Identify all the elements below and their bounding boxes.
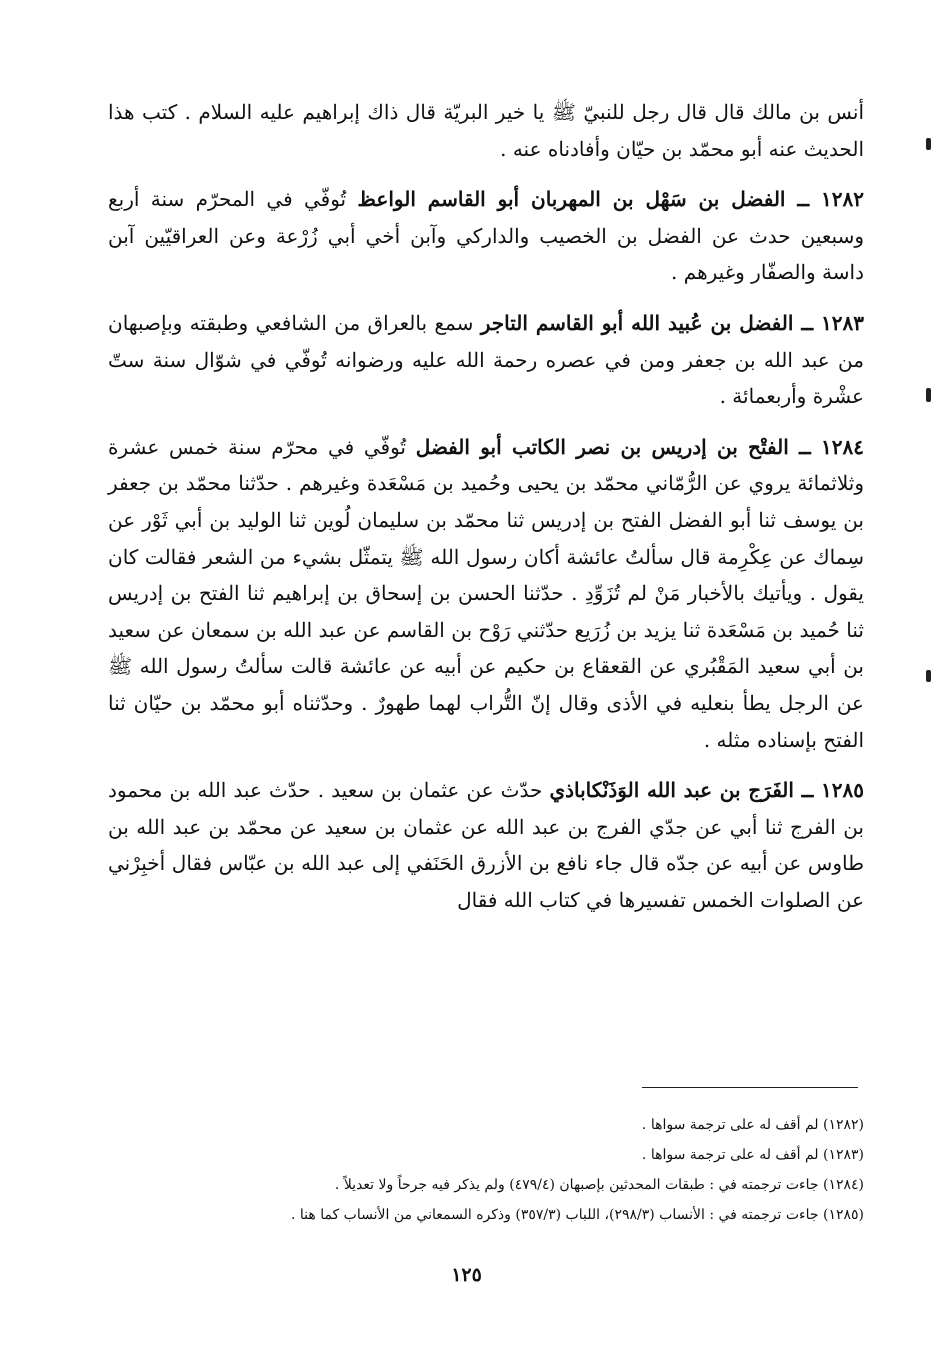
paragraph-continuation: أنس بن مالك قال قال رجل للنبيّ ﷺ يا خير البريّة قال ذاك إبراهيم عليه السلام . كتب هذا الحديث عنه أبو محمّد بن حيّان وأفادناه عنه .: [108, 100, 864, 161]
page-number: ١٢٥: [451, 1264, 482, 1286]
entry-1285-heading: ١٢٨٥ ــ الفَرَج بن عبد الله الوَذَنْكاباذي: [549, 778, 865, 803]
entry-1282-heading: ١٢٨٢ ــ الفضل بن سَهْل بن المهربان أبو القاسم الواعظ: [357, 187, 864, 212]
footnotes: [108, 1110, 864, 1230]
entry-1284-heading: ١٢٨٤ ــ الفتْح بن إدريس بن نصر الكاتب أبو الفضل: [415, 434, 865, 459]
footnote-separator: [642, 1087, 858, 1088]
scan-margin-mark: [926, 388, 931, 402]
entry-1284: [108, 429, 864, 758]
entry-1282-text: تُوفّي في المحرّم سنة أربع وسبعين حدث عن الفضل بن الخصيب والداركي وآبن أخي أبي زُرْعة وعن العراقيّين آبن داسة والصفّار وغيرهم .: [108, 187, 864, 285]
footnote-1282: (١٢٨٢) لم أقف له على ترجمة سواها .: [641, 1117, 864, 1133]
footnote-1285: (١٢٨٥) جاءت ترجمته في : الأنساب (٢٩٨/٣)، اللباب (٣٥٧/٣) وذكره السمعاني من الأنساب كما هنا .: [290, 1207, 864, 1223]
entry-1283: [108, 305, 864, 415]
scan-margin-mark: [926, 670, 931, 682]
main-text: [108, 94, 864, 918]
entry-1282: [108, 181, 864, 291]
entry-1284-text: تُوفّي في محرّم سنة خمس عشرة وثلاثمائة يروي عن الرُّمّاني محمّد بن يحيى وحُميد بن مَسْعَدة وغيرهم . حدّثنا محمّد بن جعفر بن يوسف ثنا أبو الفضل الفتح بن إدريس ثنا محمّد بن سليمان لُوين ثنا الوليد بن أبي ثَوْر عن سِماك عن عِكْرِمة قال سألتُ عائشة أكان رسول الله ﷺ يتمثّل بشيء من الشعر فقالت كان يقول . ويأتيك بالأخبار مَنْ لم تُزَوِّدِ . حدّثنا الحسن بن إسحاق بن إبراهيم ثنا الفتح بن إدريس ثنا حُميد بن مَسْعَدة ثنا يزيد بن زُرَيع حدّثني رَوْح بن القاسم عن عبد الله بن سمعان عن سعيد بن أبي سعيد المَقْبُري عن القعقاع بن حكيم عن أبيه عن عائشة قالت سألتُ رسول الله ﷺ عن الرجل يطأ بنعليه في الأذى وقال إنّ التُّراب لهما طهورٌ . وحدّثناه أبو محمّد بن حيّان ثنا الفتح بإسناده مثله .: [108, 434, 864, 752]
footnote-1284: (١٢٨٤) جاءت ترجمته في : طبقات المحدثين بإصبهان (٤٧٩/٤) ولم يذكر فيه جرحاً ولا تعديلاً .: [334, 1177, 864, 1193]
footnote-1283: (١٢٨٣) لم أقف له على ترجمة سواها .: [641, 1147, 864, 1163]
entry-1283-text: سمع بالعراق من الشافعي وطبقته وبإصبهان من عبد الله بن جعفر ومن في عصره رحمة الله عليه ورضوانه تُوفّي في شوّال سنة ستّ عشْرة وأربعمائة .: [108, 310, 864, 409]
entry-1285-text: حدّث عن عثمان بن سعيد . حدّث عبد الله بن محمود بن الفرج ثنا أبي عن جدّي الفرج بن عبد الله عن عثمان بن سعيد عن محمّد بن عبد الله بن طاوس عن أبيه عن جدّه قال جاء نافع بن الأزرق الحَنَفي إلى عبد الله بن عبّاس فقال أخبِرْني عن الصلوات الخمس تفسيرها في كتاب الله فقال: [108, 778, 864, 912]
scan-margin-mark: [926, 138, 931, 150]
entry-1283-heading: ١٢٨٣ ــ الفضل بن عُبيد الله أبو القاسم التاجر: [480, 310, 865, 335]
entry-1285: [108, 772, 864, 918]
